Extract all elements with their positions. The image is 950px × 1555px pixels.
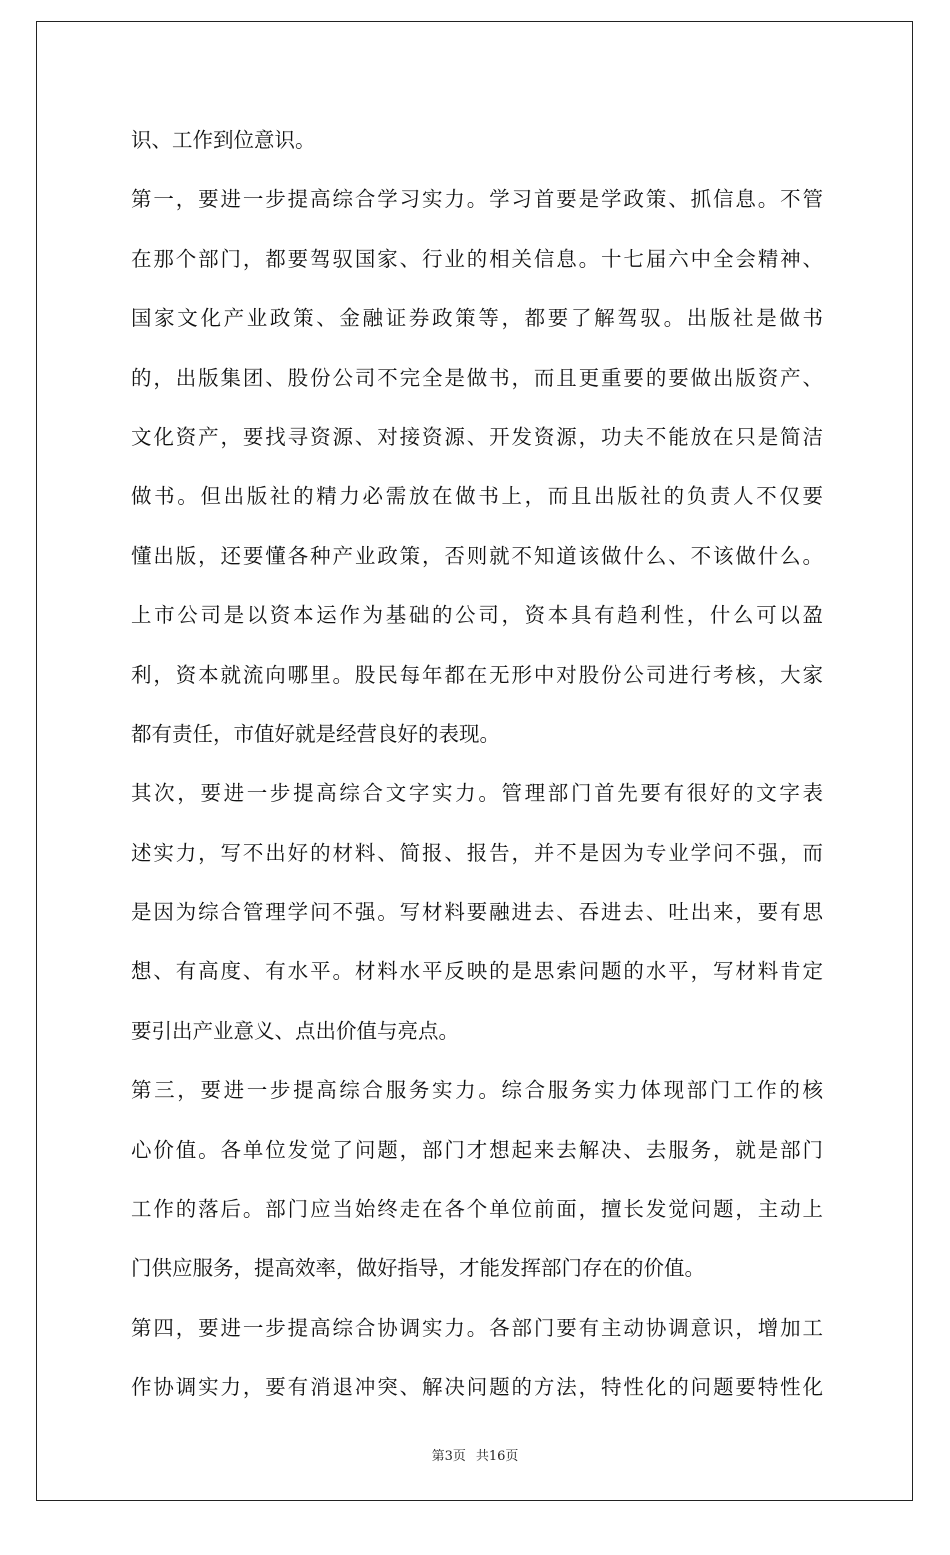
document-body — [131, 111, 823, 1418]
text-line: 懂出版，还要懂各种产业政策，否则就不知道该做什么、不该做什么。 — [131, 543, 823, 568]
text-line: 想、有高度、有水平。材料水平反映的是思索问题的水平，写材料肯定 — [131, 959, 823, 984]
text-line: 心价值。各单位发觉了问题，部门才想起来去解决、去服务，就是部门 — [131, 1137, 823, 1162]
text-line: 要引出产业意义、点出价值与亮点。 — [131, 1018, 459, 1043]
text-line: 文化资产，要找寻资源、对接资源、开发资源，功夫不能放在只是简洁 — [131, 424, 823, 449]
text-line: 上市公司是以资本运作为基础的公司，资本具有趋利性，什么可以盈 — [131, 603, 823, 628]
page-total: 共16页 — [475, 1449, 519, 1464]
text-line: 是因为综合管理学问不强。写材料要融进去、吞进去、吐出来，要有思 — [131, 900, 823, 925]
text-line: 工作的落后。部门应当始终走在各个单位前面，擅长发觉问题，主动上 — [131, 1197, 823, 1222]
page-footer — [0, 1447, 950, 1467]
text-line: 做书。但出版社的精力必需放在做书上，而且出版社的负责人不仅要 — [131, 484, 823, 509]
text-line: 都有责任，市值好就是经营良好的表现。 — [131, 721, 500, 746]
page-number: 第3页 — [431, 1449, 466, 1464]
text-line: 国家文化产业政策、金融证券政策等，都要了解驾驭。出版社是做书 — [131, 306, 823, 331]
text-line: 门供应服务，提高效率，做好指导，才能发挥部门存在的价值。 — [131, 1256, 705, 1281]
text-line: 利，资本就流向哪里。股民每年都在无形中对股份公司进行考核，大家 — [131, 662, 823, 687]
text-line: 第四，要进一步提高综合协调实力。各部门要有主动协调意识，增加工 — [131, 1315, 823, 1340]
text-line: 作协调实力，要有消退冲突、解决问题的方法，特性化的问题要特性化 — [131, 1375, 823, 1400]
text-line: 第三，要进一步提高综合服务实力。综合服务实力体现部门工作的核 — [131, 1078, 823, 1103]
text-line: 的，出版集团、股份公司不完全是做书，而且更重要的要做出版资产、 — [131, 365, 823, 390]
text-line: 其次，要进一步提高综合文字实力。管理部门首先要有很好的文字表 — [131, 781, 823, 806]
text-line: 识、工作到位意识。 — [131, 128, 316, 152]
text-line: 第一，要进一步提高综合学习实力。学习首要是学政策、抓信息。不管 — [131, 187, 823, 212]
text-line: 述实力，写不出好的材料、简报、报告，并不是因为专业学问不强，而 — [131, 840, 823, 865]
text-line: 在那个部门，都要驾驭国家、行业的相关信息。十七届六中全会精神、 — [131, 246, 823, 271]
